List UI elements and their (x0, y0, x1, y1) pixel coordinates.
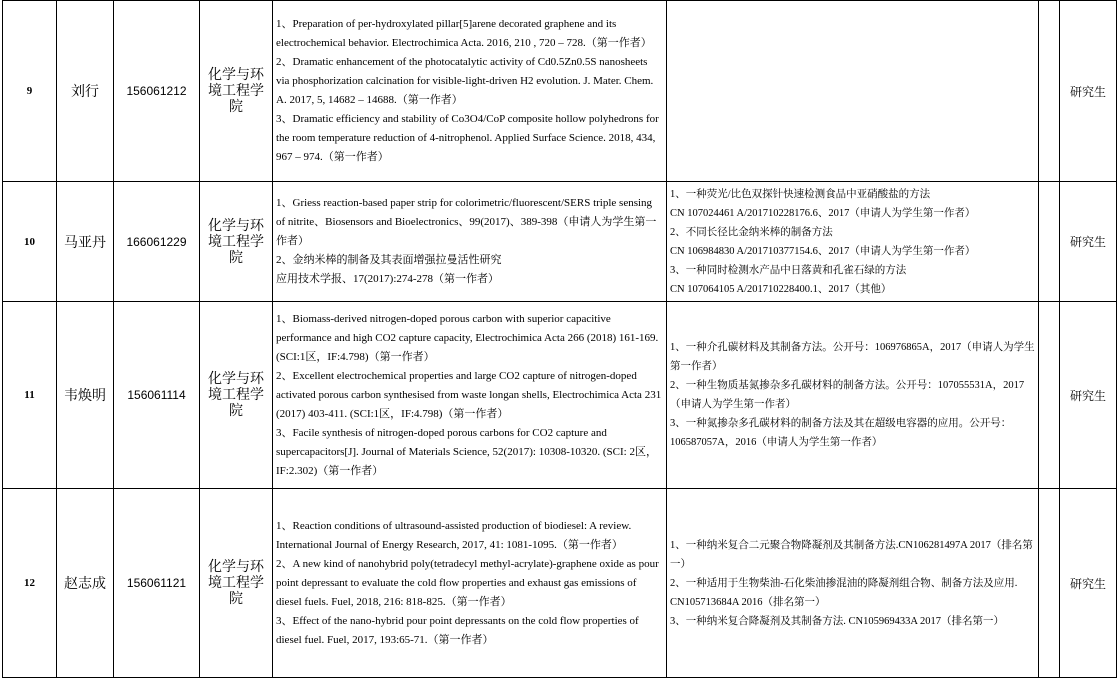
student-role: 研究生 (1060, 489, 1117, 678)
patent-entry: 3、一种氮掺杂多孔碳材料的制备方法及其在超级电容器的应用。公开号：106587057A，2016（申请人为学生第一作者） (670, 418, 1012, 448)
student-id: 156061114 (114, 302, 200, 489)
table-row (3, 182, 1117, 302)
paper-entry: 3、Facile synthesis of nitrogen-doped porous carbons for CO2 capture and supercapacitors[J]. Journal of Materials Science, 52(2017): 10308-10320. (SCI: 2区，IF:2.302)（第一作者） (276, 426, 657, 477)
patent-entry: CN 106984830 A/201710377154.6、2017（申请人为学生第一作者） (670, 245, 976, 257)
paper-entry: 1、Griess reaction-based paper strip for colorimetric/fluorescent/SERS triple sensing of nitrite、Biosensors and Bioelectronics、99(2017)、389-398（申请人为学生第一作者） (276, 197, 657, 247)
paper-entry: 3、Dramatic efficiency and stability of Co3O4/CoP composite hollow polyhedrons for the room temperature reduction of 4-nitrophenol. Applied Surface Science. 2018, 434, 967 – 974.（第一作者） (276, 113, 659, 163)
student-role: 研究生 (1060, 182, 1117, 302)
patent-entry: 1、一种介孔碳材料及其制备方法。公开号：106976865A，2017（申请人为学生第一作者） (670, 342, 1035, 372)
patent-entry: 2、不同长径比金纳米棒的制备方法 (670, 226, 833, 238)
papers-cell (273, 302, 667, 489)
patent-entry: 3、一种同时检测水产品中日落黄和孔雀石绿的方法 (670, 264, 907, 276)
patent-entry: 1、一种纳米复合二元聚合物降凝剂及其制备方法.CN106281497A 2017（排名第一） (670, 539, 1033, 570)
paper-entry: 1、Reaction conditions of ultrasound-assisted production of biodiesel: A review. International Journal of Energy Research, 2017, 41: 1081-1095.（第一作者） (276, 519, 632, 551)
student-name: 马亚丹 (57, 182, 114, 302)
empty-cell (1039, 302, 1060, 489)
papers-cell (273, 182, 667, 302)
college-name: 化学与环境工程学院 (200, 1, 273, 182)
row-number: 10 (3, 182, 57, 302)
college-name: 化学与环境工程学院 (200, 302, 273, 489)
paper-entry: 2、A new kind of nanohybrid poly(tetradecyl methyl-acrylate)-graphene oxide as pour point depressant to evaluate the cold flow properties and exhaust gas emissions of diesel fuels. Fuel, 2018, 216: 818-825.（第一作者） (276, 557, 659, 608)
student-role: 研究生 (1060, 302, 1117, 489)
table-row (3, 489, 1117, 678)
row-number: 12 (3, 489, 57, 678)
student-role: 研究生 (1060, 1, 1117, 182)
paper-entry: 1、Biomass-derived nitrogen-doped porous carbon with superior capacitive performance and high CO2 capture capacity, Electrochimica Acta 266 (2018) 161-169. (SCI:1区，IF:4.798)（第一作者） (276, 312, 659, 363)
patent-entry: CN 107064105 A/201710228400.1、2017（其他） (670, 283, 892, 295)
papers-cell (273, 1, 667, 182)
student-id: 156061121 (114, 489, 200, 678)
student-id: 156061212 (114, 1, 200, 182)
college-name: 化学与环境工程学院 (200, 182, 273, 302)
paper-entry: 2、金纳米棒的制备及其表面增强拉曼活性研究 (276, 254, 502, 266)
table-body (3, 1, 1117, 678)
paper-entry: 3、Effect of the nano-hybrid pour point depressants on the cold flow properties of diesel fuel. Fuel, 2017, 193:65-71.（第一作者） (276, 614, 639, 646)
patent-entry: CN 107024461 A/201710228176.6、2017（申请人为学生第一作者） (670, 207, 976, 219)
student-name: 韦焕明 (57, 302, 114, 489)
patents-cell (667, 489, 1039, 678)
row-number: 9 (3, 1, 57, 182)
paper-entry: 2、Dramatic enhancement of the photocatalytic activity of Cd0.5Zn0.5S nanosheets via phosphorization calcination for visible-light-driven H2 evolution. J. Mater. Chem. A. 2017, 5, 14682 – 14688.（第一作者） (276, 56, 654, 106)
patent-entry: 2、一种适用于生物柴油-石化柴油掺混油的降凝剂组合物、制备方法及应用. CN105713684A 2016（排名第一） (670, 577, 1018, 608)
patents-cell (667, 182, 1039, 302)
patent-entry: 3、一种纳米复合降凝剂及其制备方法. CN105969433A 2017（排名第一） (670, 615, 1004, 627)
patents-cell (667, 302, 1039, 489)
table-row (3, 1, 1117, 182)
paper-entry: 1、Preparation of per-hydroxylated pillar[5]arene decorated graphene and its electrochemical behavior. Electrochimica Acta. 2016, 210 , 720 – 728.（第一作者） (276, 18, 652, 49)
empty-cell (1039, 489, 1060, 678)
table-row (3, 302, 1117, 489)
college-name: 化学与环境工程学院 (200, 489, 273, 678)
empty-cell (1039, 182, 1060, 302)
student-name: 刘行 (57, 1, 114, 182)
student-name: 赵志成 (57, 489, 114, 678)
paper-entry: 2、Excellent electrochemical properties and large CO2 capture of nitrogen-doped activated porous carbon synthesised from waste longan shells, Electrochimica Acta 231 (2017) 403-411. (SCI:1区，IF:4.798)（第一作者） (276, 369, 662, 420)
empty-cell (1039, 1, 1060, 182)
paper-entry: 应用技术学报、17(2017):274-278（第一作者） (276, 273, 500, 285)
papers-cell (273, 489, 667, 678)
awards-table (2, 0, 1117, 678)
student-id: 166061229 (114, 182, 200, 302)
patents-cell (667, 1, 1039, 182)
row-number: 11 (3, 302, 57, 489)
patent-entry: 2、一种生物质基氮掺杂多孔碳材料的制备方法。公开号：107055531A，2017（申请人为学生第一作者） (670, 380, 1025, 410)
patent-entry: 1、一种荧光/比色双探针快速检测食品中亚硝酸盐的方法 (670, 188, 931, 200)
